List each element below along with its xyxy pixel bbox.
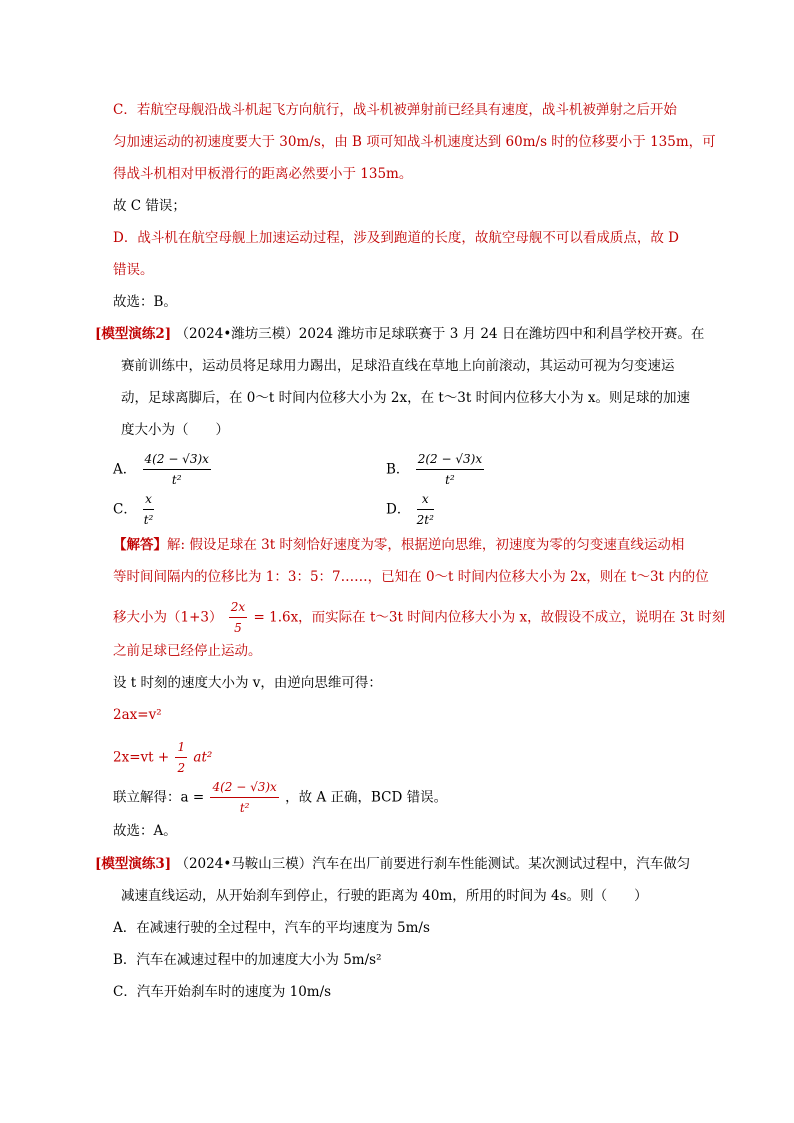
option-b-fraction bbox=[416, 450, 484, 489]
option-d-line-2: 错误。 bbox=[113, 262, 154, 278]
option-c-denominator: t² bbox=[143, 513, 154, 527]
equation-2-numerator: 1 bbox=[175, 738, 187, 758]
question-2-line-1 bbox=[95, 325, 704, 343]
solution-line-3 bbox=[113, 598, 725, 637]
option-c-line-1: C．若航空母舰沿战斗机起飞方向航行，战斗机被弹射前已经具有速度，战斗机被弹射之后开始 bbox=[113, 102, 677, 118]
solution-ratio-fraction bbox=[229, 598, 247, 637]
equation-3 bbox=[113, 778, 447, 817]
option-b-numerator: 2(2 − √3)x bbox=[416, 450, 484, 470]
equation-2-fraction bbox=[175, 738, 187, 777]
option-d-fraction bbox=[417, 490, 434, 529]
option-a bbox=[113, 450, 213, 489]
question-2-text-1: （2024•潍坊三模）2024 潍坊市足球联赛于 3 月 24 日在潍坊四中和利昌学校开赛。在 bbox=[175, 326, 705, 342]
option-d bbox=[386, 490, 436, 529]
option-a-denominator: t² bbox=[171, 473, 182, 487]
question-3-option-a: A．在减速行驶的全过程中，汽车的平均速度为 5m/s bbox=[113, 920, 430, 936]
question-3-tag: [模型演练3] bbox=[95, 856, 172, 872]
option-d-line-1: D．战斗机在航空母舰上加速运动过程，涉及到跑道的长度，故航空母舰不可以看成质点，故 D bbox=[113, 230, 679, 246]
option-a-fraction bbox=[143, 450, 211, 489]
option-c-line-3: 得战斗机相对甲板滑行的距离必然要小于 135m。 bbox=[113, 166, 413, 182]
solution-ratio-numerator: 2x bbox=[229, 598, 247, 618]
equation-1: 2ax=v² bbox=[113, 707, 162, 723]
answer-line-1: 故选：B。 bbox=[113, 294, 177, 310]
option-d-label: D． bbox=[386, 501, 411, 518]
question-2-line-3: 动，足球离脚后，在 0～t 时间内位移大小为 2x，在 t～3t 时间内位移大小为 x。则足球的加速 bbox=[121, 390, 691, 406]
equation-2 bbox=[113, 738, 212, 777]
solution-heading: 【解答】 bbox=[113, 537, 167, 553]
solution-line-5: 设 t 时刻的速度大小为 v，由逆向思维可得： bbox=[113, 675, 382, 691]
option-c-numerator: x bbox=[143, 490, 154, 510]
equation-3-post: ，故 A 正确，BCD 错误。 bbox=[285, 789, 448, 806]
option-a-label: A． bbox=[113, 461, 137, 478]
equation-3-fraction bbox=[210, 778, 278, 817]
question-2-line-2: 赛前训练中，运动员将足球用力踢出，足球沿直线在草地上向前滚动，其运动可视为匀变速运 bbox=[121, 358, 675, 374]
question-2-tag: [模型演练2] bbox=[95, 326, 172, 342]
option-d-denominator: 2t² bbox=[416, 513, 434, 527]
question-2-line-4: 度大小为（ ） bbox=[121, 422, 229, 438]
solution-line-4: 之前足球已经停止运动。 bbox=[113, 643, 262, 659]
question-3-line-1 bbox=[95, 855, 690, 873]
solution-ratio-denominator: 5 bbox=[234, 621, 242, 635]
equation-3-denominator: t² bbox=[239, 801, 250, 815]
option-b-label: B． bbox=[386, 461, 410, 478]
equation-2-pre: 2x=vt + bbox=[113, 749, 170, 766]
solution-text-1: 解: 假设足球在 3t 时刻恰好速度为零，根据逆向思维，初速度为零的匀变速直线运动相 bbox=[167, 537, 685, 553]
c-conclusion: 故 C 错误； bbox=[113, 198, 186, 214]
equation-3-pre: 联立解得：a = bbox=[113, 789, 205, 806]
equation-2-post: at² bbox=[193, 749, 213, 766]
option-c-label: C． bbox=[113, 501, 137, 518]
option-c-line-2: 匀加速运动的初速度要大于 30m/s，由 B 项可知战斗机速度达到 60m/s 时的位移要小于 135m，可 bbox=[113, 134, 716, 150]
option-b-denominator: t² bbox=[445, 473, 455, 487]
question-3-option-b: B．汽车在减速过程中的加速度大小为 5m/s² bbox=[113, 952, 382, 968]
question-3-option-c: C．汽车开始刹车时的速度为 10m/s bbox=[113, 984, 332, 1000]
option-b bbox=[386, 450, 486, 489]
answer-line-2: 故选：A。 bbox=[113, 823, 177, 839]
solution-line-2: 等时间间隔内的位移比为 1：3：5：7……，已知在 0～t 时间内位移大小为 2x，则在 t～3t 内的位 bbox=[113, 569, 709, 585]
question-3-text-1: （2024•马鞍山三模）汽车在出厂前要进行刹车性能测试。某次测试过程中，汽车做匀 bbox=[175, 856, 691, 872]
equation-2-denominator: 2 bbox=[177, 761, 186, 775]
equation-3-numerator: 4(2 − √3)x bbox=[210, 778, 278, 798]
option-c-fraction bbox=[143, 490, 154, 529]
solution-line-1 bbox=[113, 536, 684, 554]
question-3-line-2: 减速直线运动，从开始刹车到停止，行驶的距离为 40m，所用的时间为 4s。则（ ） bbox=[121, 888, 648, 904]
solution-text-3-post: = 1.6x，而实际在 t～3t 时间内位移大小为 x，故假设不成立，说明在 3t 时刻 bbox=[253, 609, 726, 626]
option-c bbox=[113, 490, 156, 529]
option-a-numerator: 4(2 − √3)x bbox=[143, 450, 211, 470]
option-d-numerator: x bbox=[417, 490, 434, 510]
solution-text-3-pre: 移大小为（1+3） bbox=[113, 609, 223, 626]
